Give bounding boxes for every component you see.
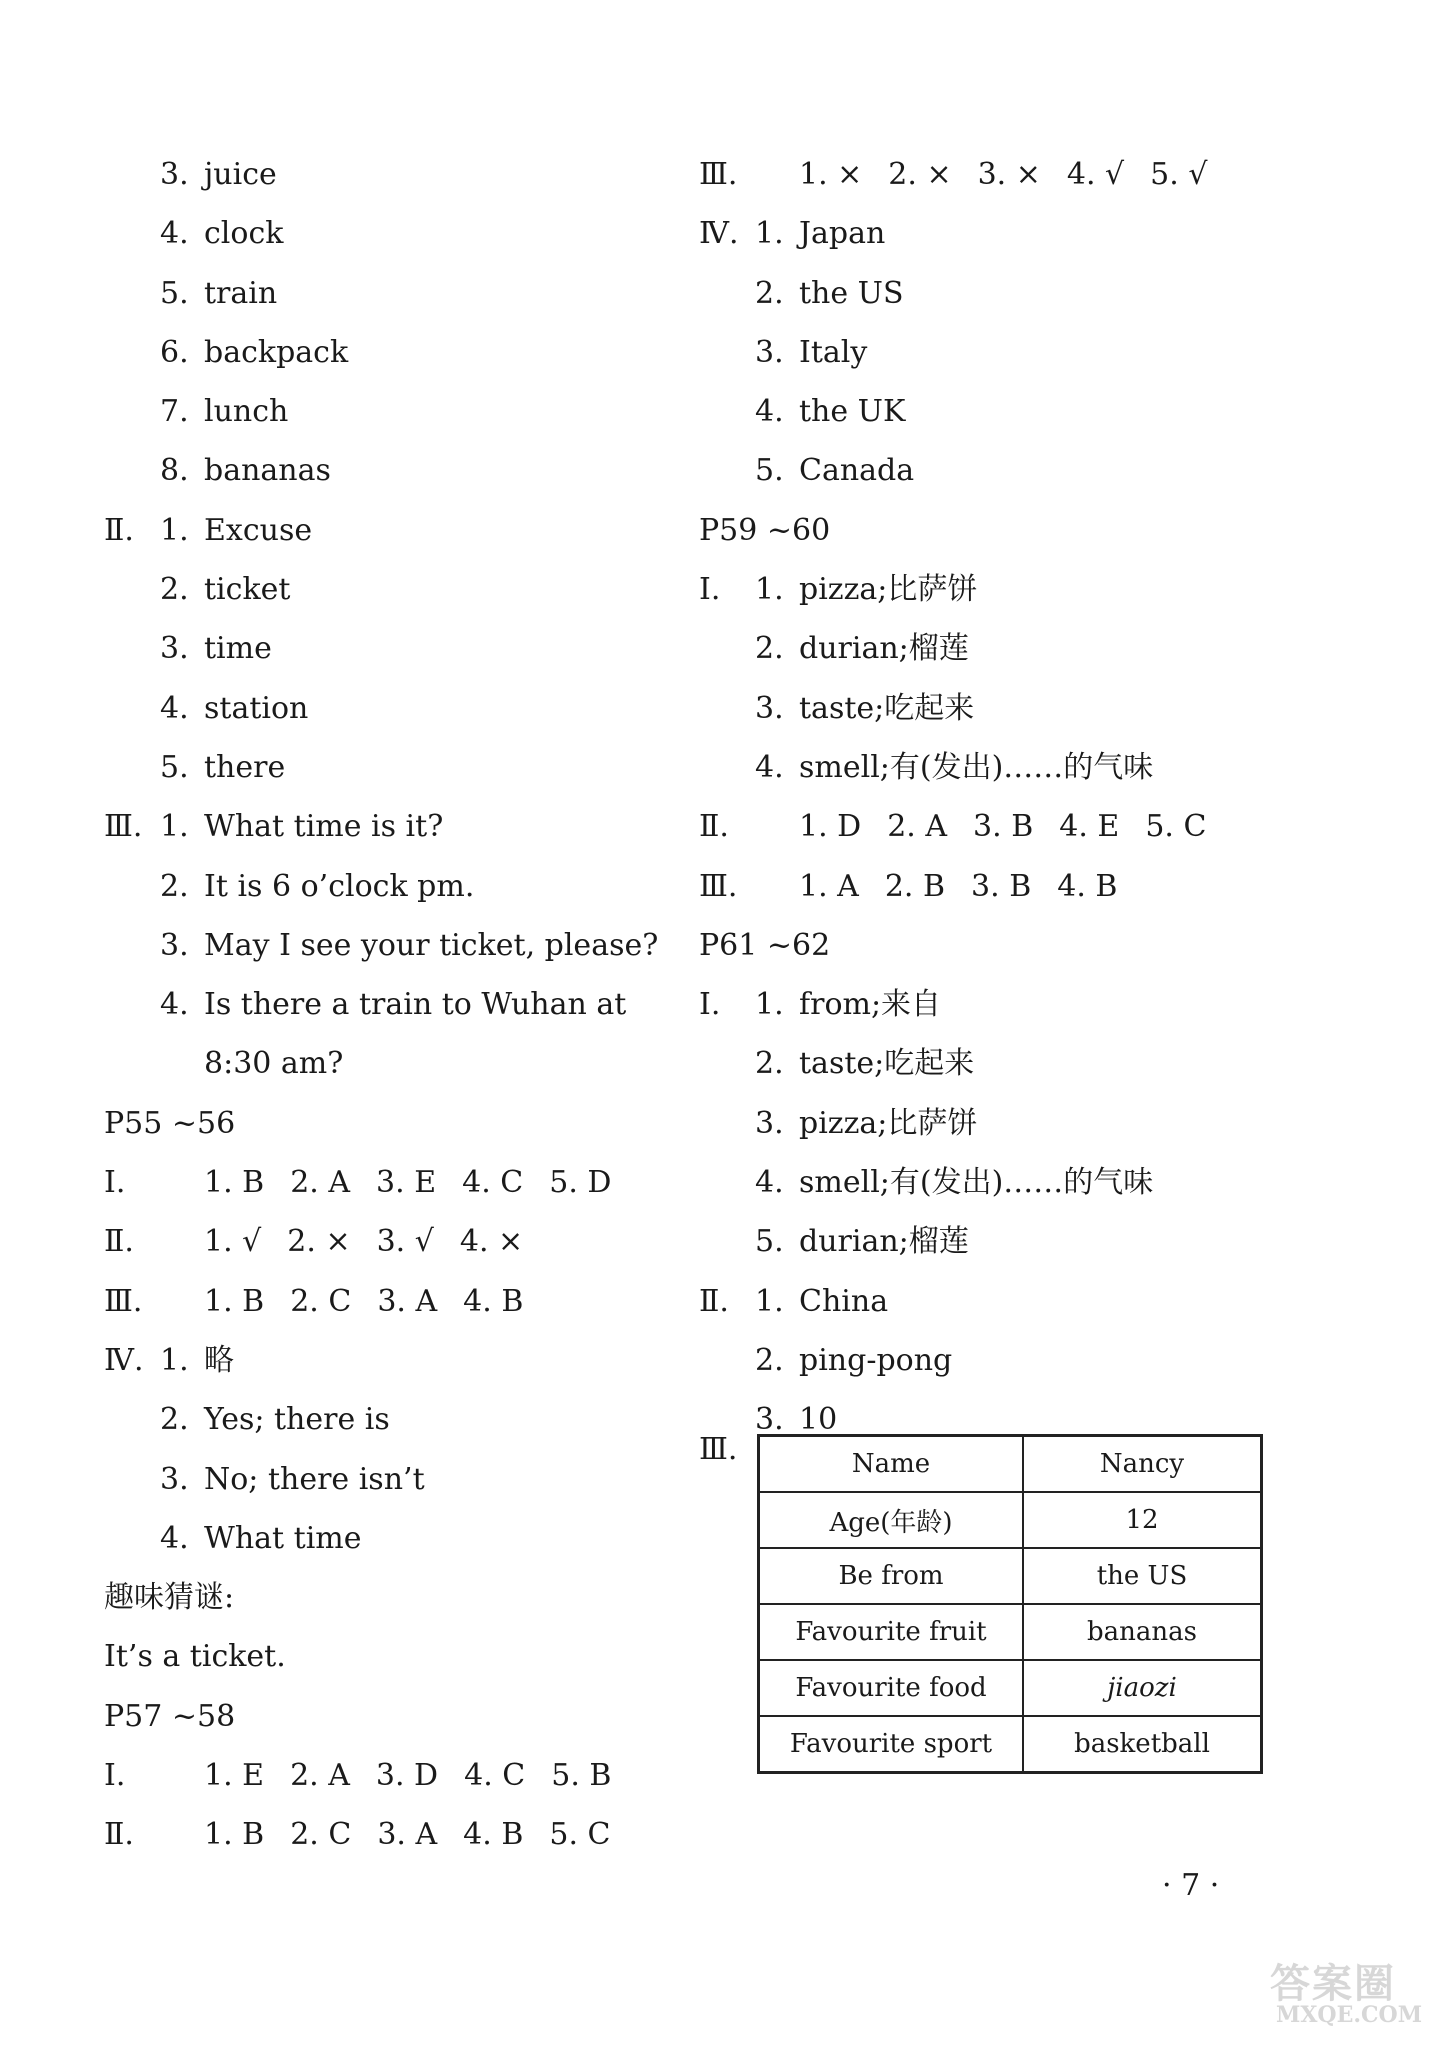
answer-line <box>699 1212 1299 1271</box>
answer-item: 2. × <box>287 1224 351 1260</box>
answer-line <box>104 145 704 204</box>
answer-items <box>204 1212 549 1271</box>
answer-text: lunch <box>204 394 289 430</box>
table-row <box>759 1716 1262 1773</box>
section-heading: 趣味猜谜: <box>104 1580 235 1616</box>
answer-text: Canada <box>799 453 915 489</box>
answer-text: clock <box>204 216 284 252</box>
item-number: 5. <box>755 453 784 489</box>
answer-text: ping-pong <box>799 1342 953 1378</box>
answer-item: 4. B <box>463 1817 524 1853</box>
answer-item: 1. A <box>799 868 859 904</box>
section-heading: P55 ~56 <box>104 1105 236 1141</box>
table-row <box>759 1492 1262 1548</box>
answer-line <box>104 1390 704 1449</box>
answer-text: China <box>799 1283 889 1319</box>
answer-item: 1. E <box>204 1758 265 1794</box>
answer-item: 2. A <box>887 809 948 845</box>
table-value-cell: the US <box>1023 1548 1262 1604</box>
item-number: 2. <box>160 572 189 608</box>
answer-item: 2. C <box>290 1283 352 1319</box>
answer-text: juice <box>204 157 277 192</box>
answer-item: 1. B <box>204 1283 265 1319</box>
item-number: 4. <box>755 749 784 785</box>
answer-text: smell;有(发出)……的气味 <box>799 1165 1154 1201</box>
answer-text: It is 6 o’clock pm. <box>204 868 475 904</box>
section-roman-numeral: Ⅱ. <box>104 1817 134 1853</box>
answer-item: 3. A <box>377 1817 438 1853</box>
table-row <box>759 1660 1262 1716</box>
answer-items <box>799 145 1233 204</box>
section-roman-numeral: Ⅰ. <box>104 1165 126 1201</box>
answer-text: the UK <box>799 394 906 430</box>
answer-line <box>699 323 1299 382</box>
answer-item: 4. × <box>459 1224 524 1260</box>
table-label-cell: Name <box>759 1436 1024 1493</box>
table-label-cell: Age(年龄) <box>759 1492 1024 1548</box>
item-number: 1. <box>755 572 784 608</box>
answer-item: 3. D <box>375 1758 439 1794</box>
answer-line <box>104 975 704 1034</box>
item-number: 6. <box>160 334 189 370</box>
answer-text: durian;榴莲 <box>799 1224 969 1260</box>
answer-item: 3. B <box>973 809 1034 845</box>
table-value-cell: 12 <box>1023 1492 1262 1548</box>
answer-text: backpack <box>204 334 349 370</box>
section-roman-numeral: Ⅰ. <box>699 572 721 608</box>
item-number: 4. <box>755 1165 784 1201</box>
answer-line <box>699 560 1299 619</box>
answer-line <box>104 1212 704 1271</box>
answer-line <box>699 441 1299 500</box>
section-roman-numeral: Ⅱ. <box>699 1283 729 1319</box>
answer-item: 4. C <box>464 1758 526 1794</box>
answer-item: 3. E <box>376 1165 437 1201</box>
item-number: 4. <box>160 1520 189 1556</box>
item-number: 7. <box>160 394 189 430</box>
table-label-cell: Be from <box>759 1548 1024 1604</box>
answer-text: station <box>204 690 309 726</box>
answer-items <box>204 1153 637 1212</box>
answer-line <box>104 1627 704 1686</box>
answer-item: 1. √ <box>204 1224 262 1260</box>
answer-item: 2. B <box>884 868 946 904</box>
item-number: 8. <box>160 453 189 489</box>
answer-line <box>699 145 1299 204</box>
answer-item: 3. × <box>977 157 1041 192</box>
section-roman-numeral: Ⅲ. <box>699 1432 738 1467</box>
answer-text: May I see your ticket, please? <box>204 927 659 963</box>
item-number: 2. <box>755 1342 784 1378</box>
section-roman-numeral: Ⅳ. <box>699 216 739 252</box>
answer-line <box>104 1805 704 1864</box>
section-heading: P61 ~62 <box>699 927 831 963</box>
answer-line <box>104 1687 704 1746</box>
answer-line <box>699 1034 1299 1093</box>
answer-line <box>104 382 704 441</box>
left-answer-column <box>104 145 704 1865</box>
answer-item: 5. C <box>549 1817 611 1853</box>
right-answer-column <box>699 145 1299 1450</box>
answer-item: 1. B <box>204 1165 265 1201</box>
item-number: 3. <box>160 631 189 667</box>
answer-line <box>699 501 1299 560</box>
answer-line <box>699 382 1299 441</box>
item-number: 3. <box>755 334 784 370</box>
answer-text: bananas <box>204 453 331 489</box>
item-number: 2. <box>755 275 784 311</box>
answer-text: pizza;比萨饼 <box>799 572 978 608</box>
answer-line <box>699 916 1299 975</box>
watermark-url: MXQE.COM <box>1276 2002 1423 2028</box>
item-number: 1. <box>160 809 189 845</box>
answer-text: 略 <box>204 1342 234 1378</box>
answer-item: 5. √ <box>1150 157 1208 192</box>
answer-line <box>104 441 704 500</box>
item-number: 3. <box>160 927 189 963</box>
answer-text: from;来自 <box>799 987 942 1023</box>
answer-line <box>104 857 704 916</box>
item-number: 1. <box>160 512 189 548</box>
section-roman-numeral: Ⅲ. <box>104 809 143 845</box>
item-number: 3. <box>755 1402 784 1438</box>
table-row <box>759 1604 1262 1660</box>
table-label-cell: Favourite sport <box>759 1716 1024 1773</box>
answer-items <box>204 1272 549 1331</box>
answer-line <box>699 857 1299 916</box>
watermark-logo: 答案圈 <box>1270 1960 1396 2007</box>
answer-line <box>104 204 704 263</box>
answer-line <box>104 323 704 382</box>
answer-line <box>104 1272 704 1331</box>
item-number: 1. <box>160 1342 189 1378</box>
answer-items <box>204 1805 637 1864</box>
item-number: 3. <box>160 157 189 192</box>
answer-item: 4. E <box>1059 809 1120 845</box>
info-table <box>757 1434 1263 1774</box>
section-roman-numeral: Ⅱ. <box>104 1224 134 1260</box>
answer-line <box>104 501 704 560</box>
item-number: 1. <box>755 1283 784 1319</box>
answer-item: 1. D <box>799 809 862 845</box>
item-number: 5. <box>755 1224 784 1260</box>
answer-line <box>104 560 704 619</box>
item-number: 3. <box>160 1461 189 1497</box>
answer-text: Yes; there is <box>204 1402 390 1438</box>
answer-item: 2. A <box>290 1758 350 1794</box>
answer-line <box>104 1153 704 1212</box>
answer-text: there <box>204 749 286 785</box>
answer-item: 4. B <box>1057 868 1118 904</box>
section-roman-numeral: Ⅰ. <box>104 1758 126 1794</box>
answer-item: 2. × <box>888 157 952 192</box>
answer-text: Italy <box>799 334 868 370</box>
table-row <box>759 1436 1262 1493</box>
answer-line <box>699 1094 1299 1153</box>
answer-line <box>699 797 1299 856</box>
page-number: · 7 · <box>1162 1868 1220 1903</box>
section-heading: P57 ~58 <box>104 1698 236 1734</box>
section-roman-numeral: Ⅲ. <box>699 157 738 192</box>
answer-text: train <box>204 275 278 311</box>
item-number: 2. <box>160 868 189 904</box>
answer-item: 5. C <box>1145 809 1207 845</box>
answer-text: taste;吃起来 <box>799 1046 975 1082</box>
table-label-cell: Favourite food <box>759 1660 1024 1716</box>
section-heading: It’s a ticket. <box>104 1639 286 1675</box>
answer-text: ticket <box>204 572 291 608</box>
answer-text: Excuse <box>204 512 313 548</box>
answer-line <box>104 619 704 678</box>
answer-text: 10 <box>799 1402 838 1438</box>
answer-line <box>104 1094 704 1153</box>
section-roman-numeral: Ⅱ. <box>699 809 729 845</box>
item-number: 5. <box>160 275 189 311</box>
answer-line <box>699 1331 1299 1390</box>
answer-text: What time <box>204 1520 362 1556</box>
answer-items <box>799 797 1232 856</box>
item-number: 4. <box>160 216 189 252</box>
answer-line <box>699 1153 1299 1212</box>
section-roman-numeral: Ⅲ. <box>104 1283 143 1319</box>
item-number: 2. <box>160 1402 189 1438</box>
answer-item: 1. × <box>799 157 863 192</box>
answer-line <box>104 1331 704 1390</box>
item-number: 2. <box>755 1046 784 1082</box>
answer-line <box>104 264 704 323</box>
answer-line <box>104 1568 704 1627</box>
table-label-cell: Favourite fruit <box>759 1604 1024 1660</box>
item-number: 2. <box>755 631 784 667</box>
answer-text: Japan <box>799 216 886 252</box>
answer-line <box>104 1450 704 1509</box>
answer-item: 5. D <box>549 1165 612 1201</box>
answer-item: 4. B <box>463 1283 524 1319</box>
item-number: 1. <box>755 987 784 1023</box>
answer-text: time <box>204 631 272 667</box>
item-number: 3. <box>755 1105 784 1141</box>
answer-line <box>699 264 1299 323</box>
answer-text: the US <box>799 275 904 311</box>
answer-line <box>104 1746 704 1805</box>
answer-text: smell;有(发出)……的气味 <box>799 749 1154 785</box>
answer-text: taste;吃起来 <box>799 690 975 726</box>
answer-line <box>699 204 1299 263</box>
answer-item: 3. B <box>971 868 1032 904</box>
section-roman-numeral: Ⅰ. <box>699 987 721 1023</box>
answer-text: 8:30 am? <box>204 1046 344 1082</box>
answer-line <box>104 916 704 975</box>
answer-item: 4. C <box>462 1165 524 1201</box>
section-roman-numeral: Ⅲ. <box>699 868 738 904</box>
answer-items <box>204 1746 637 1805</box>
item-number: 4. <box>160 987 189 1023</box>
answer-line <box>104 797 704 856</box>
answer-line <box>104 679 704 738</box>
table-value-cell: bananas <box>1023 1604 1262 1660</box>
table-value-cell: basketball <box>1023 1716 1262 1773</box>
answer-line <box>104 1509 704 1568</box>
item-number: 5. <box>160 749 189 785</box>
answer-item: 5. B <box>551 1758 612 1794</box>
answer-line <box>104 1034 704 1093</box>
answer-line <box>699 679 1299 738</box>
item-number: 3. <box>755 690 784 726</box>
answer-text: durian;榴莲 <box>799 631 969 667</box>
answer-item: 3. A <box>377 1283 438 1319</box>
answer-line <box>699 1272 1299 1331</box>
table-row <box>759 1548 1262 1604</box>
answer-line <box>104 738 704 797</box>
answer-text: Is there a train to Wuhan at <box>204 987 627 1023</box>
answer-line <box>699 738 1299 797</box>
item-number: 4. <box>160 690 189 726</box>
answer-item: 2. A <box>290 1165 351 1201</box>
table-value-cell: Nancy <box>1023 1436 1262 1493</box>
table-value-cell: jiaozi <box>1023 1660 1262 1716</box>
answer-items <box>799 857 1143 916</box>
answer-item: 1. B <box>204 1817 265 1853</box>
section-heading: P59 ~60 <box>699 512 831 548</box>
answer-item: 3. √ <box>376 1224 434 1260</box>
item-number: 1. <box>755 216 784 252</box>
item-number: 4. <box>755 394 784 430</box>
answer-text: What time is it? <box>204 809 444 845</box>
answer-item: 2. C <box>290 1817 352 1853</box>
answer-line <box>699 619 1299 678</box>
answer-text: No; there isn’t <box>204 1461 425 1497</box>
answer-item: 4. √ <box>1066 157 1125 192</box>
answer-line <box>699 975 1299 1034</box>
section-roman-numeral: Ⅱ. <box>104 512 134 548</box>
section-roman-numeral: Ⅳ. <box>104 1342 144 1378</box>
answer-text: pizza;比萨饼 <box>799 1105 978 1141</box>
